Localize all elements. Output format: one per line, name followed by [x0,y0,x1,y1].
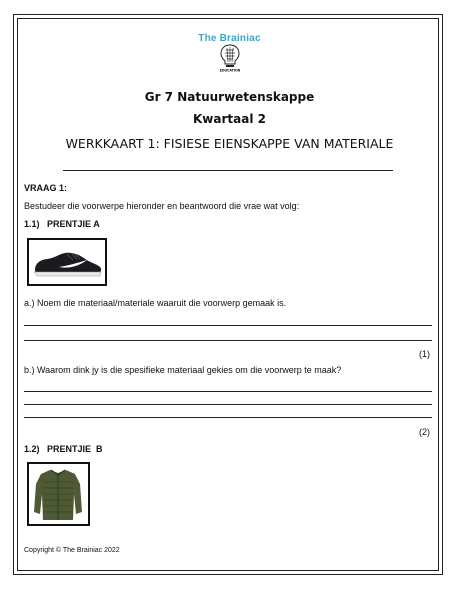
shoe-icon [29,240,105,284]
logo-caption: EDUCATION [219,68,241,73]
mark-b: (2) [419,427,430,437]
lightbulb-logo-icon [219,44,241,74]
jacket-image [27,462,90,526]
page-title-worksheet: WERKKAART 1: FISIESE EIENSKAPPE VAN MATERIALE [65,136,394,151]
page-title-term: Kwartaal 2 [193,112,266,126]
question-a-text: a.) Noem die materiaal/materiale waaruit die voorwerp gemaak is. [24,298,287,308]
question-b-text: b.) Waarom dink jy is die spesifieke materiaal gekies om die voorwerp te maak? [24,365,342,375]
shoe-image [27,238,107,286]
item-1-label: 1.1) PRENTJIE A [24,219,100,229]
question-instruction: Bestudeer die voorwerpe hieronder en beantwoord die vrae wat volg: [24,201,300,211]
brand-logo-text: The Brainiac [198,33,261,44]
copyright-footer: Copyright © The Brainiac 2022 [24,547,120,554]
answer-line-b-3[interactable] [24,417,432,418]
question-heading: VRAAG 1: [24,183,68,193]
page-title-grade: Gr 7 Natuurwetenskappe [144,90,315,104]
answer-line-a-2[interactable] [24,340,432,341]
jacket-icon [29,464,88,524]
title-underline [63,170,393,171]
item-2-label: 1.2) PRENTJIE B [24,444,103,454]
mark-a: (1) [419,349,430,359]
answer-line-b-2[interactable] [24,404,432,405]
answer-line-b-1[interactable] [24,391,432,392]
answer-line-a-1[interactable] [24,325,432,326]
